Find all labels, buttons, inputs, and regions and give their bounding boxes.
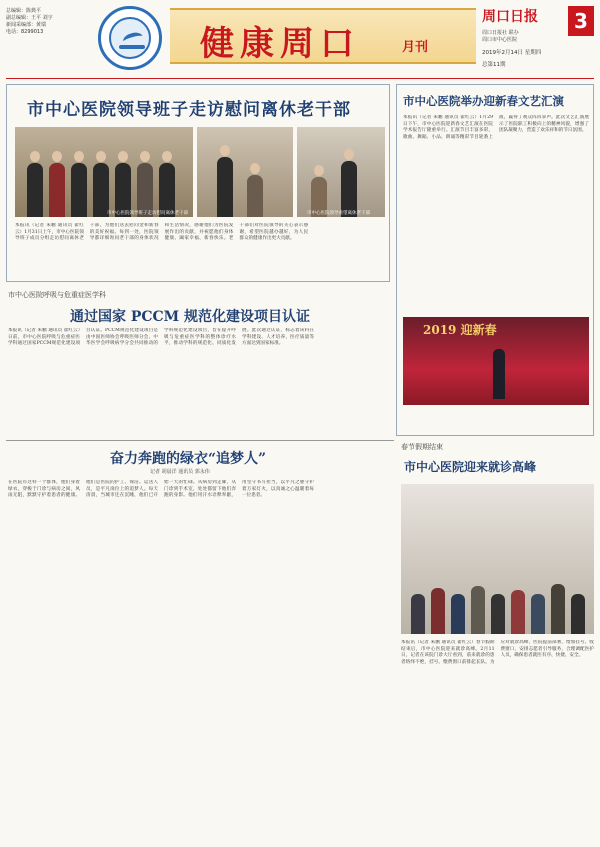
divider — [6, 440, 394, 441]
hospital-hall-photo — [401, 484, 594, 634]
gala-body: 本报讯（记者 朱鹏 通讯员 翟红云）1月29日下午，市中心医院迎新春文艺汇演在医院学术报告厅隆重举行。汇演节目丰富多彩，歌曲、舞蹈、小品、朗诵等精彩节目轮番上演，赢得了观众阵阵掌声。此次文艺汇演展示了医院职工积极向上的精神风貌，增强了团队凝聚力，营造了欢乐祥和的节日氛围。 — [403, 115, 589, 140]
feature-body: 在医院有这样一个群体，他们身着绿衣，穿梭于门诊与病房之间，风雨无阻，默默守护着患者的健康。他们是医院的护工、保洁、运送人员，是平凡岗位上的追梦人。每天清晨，当城市还在沉睡，他们已开始一天的忙碌。从病房到走廊，从门诊到手术室，处处都留下他们奔跑的身影。他们用汗水诠释奉献，用坚守书写担当，以平凡之躯守护着万家灯火，以真诚之心温暖着每一位患者。 — [8, 480, 314, 499]
title-band — [170, 8, 476, 64]
visit-photo — [297, 127, 385, 217]
paper-name: 周口日报 — [482, 9, 538, 25]
feature-byline: 记者 胡晨洋 通讯员 郭永伟 — [150, 469, 210, 475]
spring-kicker: 春节假期结束 — [401, 443, 443, 451]
page-number: 3 — [568, 6, 594, 36]
staff-line: 总编辑：陈典平 — [6, 8, 42, 14]
spring-headline: 市中心医院迎来就诊高峰 — [404, 460, 537, 474]
photo-caption: 市中心医院领导看望离休老干部 — [307, 211, 370, 216]
staff-line: 副总编辑：王平 刘宇 — [6, 15, 53, 21]
lead-body: 本报讯（记者 朱鹏 通讯员 翟红云）1月31日上午，市中心医院领导班子成员分组走访慰问离休老干部，为他们送去慰问金和新春的美好祝福。每到一处，医院领导都详细询问老干部的身体状况和生活情况，感谢他们为医院发展作出的贡献，并祝愿他们身体健康、阖家幸福、新春快乐。老干部们对医院领导的关心表示感谢，希望医院越办越好，为人民群众的健康作出更大贡献。 — [15, 223, 309, 242]
lead-headline: 市中心医院领导班子走访慰问离休老干部 — [27, 100, 351, 120]
gala-article — [396, 84, 594, 436]
visit-photo — [197, 127, 293, 217]
masthead-staff-info — [6, 8, 92, 36]
masthead-right — [482, 6, 594, 68]
meta-line: 周口日报社 联办 — [482, 30, 519, 36]
staff-line: 电话：8299013 — [6, 29, 44, 35]
spring-body: 本报讯（记者 朱鹏 通讯员 翟红云）春节假期结束后，市中心医院迎来就诊高峰。2月11日，记者在该院门诊大厅看到，前来就诊的患者络绎不绝，挂号、缴费窗口前排起长队。为应对就诊高峰，医院提前部署，增加挂号、收费窗口，安排志愿者引导服务，合理调配医护人员，确保患者就医有序、快捷、安全。 — [401, 640, 594, 665]
feature-headline: 奋力奔跑的绿衣“追梦人” — [110, 451, 267, 467]
gala-headline: 市中心医院举办迎新春文艺汇演 — [403, 94, 564, 108]
pccm-headline: 通过国家 PCCM 规范化建设项目认证 — [70, 309, 311, 325]
lead-article — [6, 84, 390, 282]
hospital-logo-icon — [98, 6, 162, 70]
photo-caption: 市中心医院领导班子走访慰问离休老干部 — [107, 211, 188, 216]
page-title: 健康周口 — [200, 24, 360, 64]
page-subtitle: 月刊 — [402, 40, 429, 55]
divider — [6, 78, 594, 79]
issue-date: 2019年2月14日 星期四 — [482, 50, 542, 56]
stage-banner: 2019 迎新春 — [423, 323, 497, 337]
pccm-kicker: 市中心医院呼吸与危重症医学科 — [8, 291, 106, 299]
gala-stage-photo — [403, 317, 589, 405]
issue-number: 总第11期 — [482, 62, 506, 68]
staff-line: 新闻采编部：黄瑞 — [6, 22, 47, 28]
masthead — [6, 4, 594, 74]
meta-line: 周口市中心医院 — [482, 37, 518, 43]
pccm-body: 本报讯（记者 朱鹏 通讯员 翟红云）日前，市中心医院呼吸与危重症医学科通过国家PCCM规范化建设项目认证。PCCM规范化建设项目是由中国医师协会呼吸医师分会、中华医学会呼吸病学分会共同推动的学科规范化建设项目，旨在提升呼吸与危重症医学科的整体诊疗水平，推动学科的规范化、同质化发展。此次通过认证，标志着该科在学科建设、人才培养、医疗质量等方面达到国家标准。 — [8, 328, 314, 347]
group-photo — [15, 127, 193, 217]
